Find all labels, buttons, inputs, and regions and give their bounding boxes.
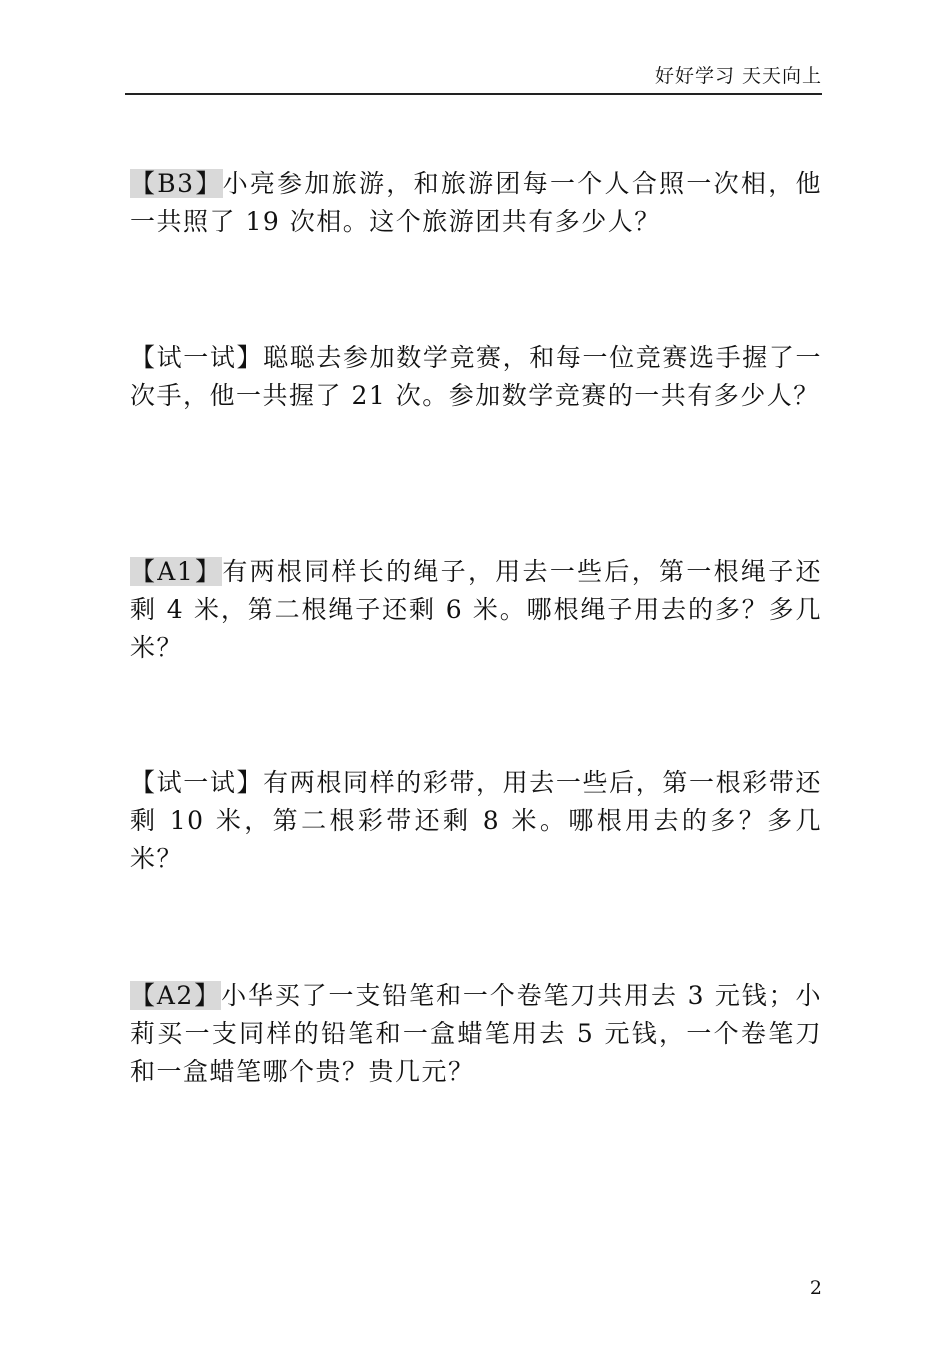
problem-text: 聪聪去参加数学竞赛，和每一位竞赛选手握了一次手，他一共握了 21 次。参加数学竞赛的一共有多少人？: [130, 343, 822, 410]
problem-try-2: [130, 764, 822, 878]
problem-tag: 【试一试】: [130, 343, 264, 372]
problem-tag: 【A1】: [130, 557, 223, 586]
page-header: 好好学习 天天向上: [654, 65, 822, 87]
problem-tag: 【B3】: [130, 169, 223, 198]
problem-tag: 【试一试】: [130, 768, 264, 797]
header-rule: [125, 93, 822, 95]
problem-tag: 【A2】: [130, 981, 222, 1010]
problem-a1: [130, 553, 822, 667]
problem-text: 小华买了一支铅笔和一个卷笔刀共用去 3 元钱；小莉买一支同样的铅笔和一盒蜡笔用去 5 元钱，一个卷笔刀和一盒蜡笔哪个贵？贵几元？: [130, 981, 822, 1086]
problem-b3: [130, 165, 822, 241]
problem-try-1: [130, 339, 822, 415]
problem-a2: [130, 977, 822, 1091]
page-number: 2: [809, 1277, 822, 1299]
problem-text: 有两根同样的彩带，用去一些后，第一根彩带还剩 10 米，第二根彩带还剩 8 米。哪根用去的多？多几米？: [130, 768, 822, 873]
problem-text: 有两根同样长的绳子，用去一些后，第一根绳子还剩 4 米，第二根绳子还剩 6 米。哪根绳子用去的多？多几米？: [130, 557, 822, 662]
problem-text: 小亮参加旅游，和旅游团每一个人合照一次相，他一共照了 19 次相。这个旅游团共有多少人？: [130, 169, 822, 236]
